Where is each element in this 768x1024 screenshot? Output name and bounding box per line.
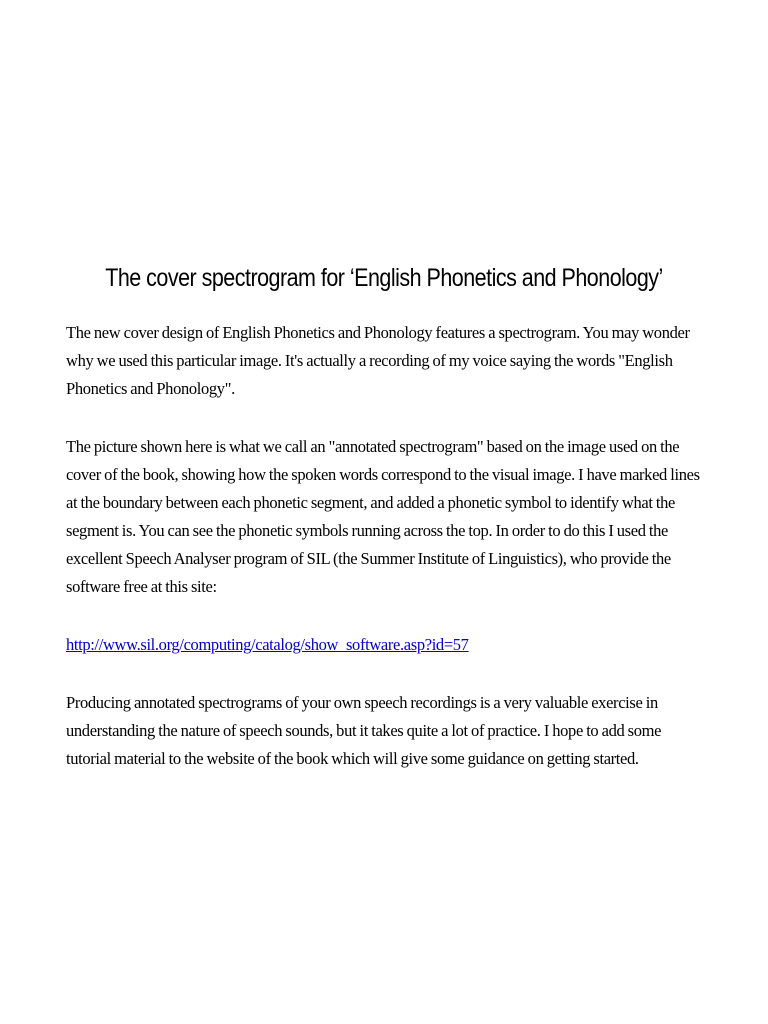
intro-paragraph: The new cover design of English Phonetics and Phonology features a spectrogram. You may wonder why we used this particular image. It's actually a recording of my voice saying the words "English Phonetics and Phonology". (66, 323, 690, 398)
sil-software-link[interactable]: http://www.sil.org/computing/catalog/show_software.asp?id=57 (66, 635, 469, 654)
page-title: The cover spectrogram for ‘English Phonetics and Phonology’ (105, 264, 663, 292)
annotated-spectrogram-paragraph: The picture shown here is what we call an "annotated spectrogram" based on the image used on the cover of the book, showing how the spoken words correspond to the visual image. I have marked lines at the boundary between each phonetic segment, and added a phonetic symbol to identify what the segment is. You can see the phonetic symbols running across the top. In order to do this I used the excellent Speech Analyser program of SIL (the Summer Institute of Linguistics), who provide the software free at this site: (66, 437, 700, 596)
link-paragraph (66, 631, 706, 659)
document-body (66, 319, 706, 803)
closing-paragraph: Producing annotated spectrograms of your own speech recordings is a very valuable exercise in understanding the nature of speech sounds, but it takes quite a lot of practice. I hope to add some tutorial material to the website of the book which will give some guidance on getting started. (66, 693, 662, 768)
